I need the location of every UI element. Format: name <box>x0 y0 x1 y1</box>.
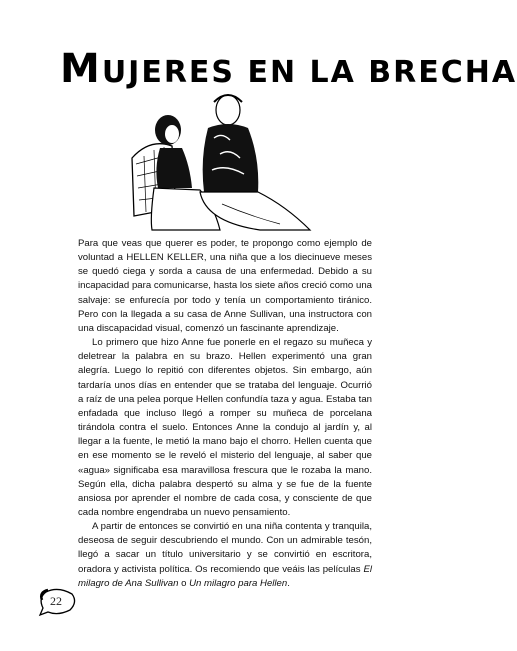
connector-text: o <box>178 577 190 589</box>
title-rest: UJERES EN LA BRECHA <box>101 55 517 90</box>
paragraph: Lo primero que hizo Anne fue ponerle en el regazo su muñeca y deletrear la palabra en su brazo. Hellen experimentó una gran alegría. Luego lo repitió con diferentes objetos. Sin embargo, aún tardaría unos días en entender que se trataba del lenguaje. Ocurrió a raíz de una pelea porque Hellen confundía taza y agua. Estaba tan enfadada que incluso llegó a romper su muñeca de porcelana tirándola contra el suelo. Entonces Anne la condujo al jardín y, al llegar a la fuente, le metió la mano bajo el chorro. Hellen cuenta que en ese momento se le reveló el misterio del lenguaje, al saber que «agua» significaba esa maravillosa frescura que le rozaba la mano. Según ella, dicha palabra despertó su alma y se fue de la fuente ansiosa por aprender el nombre de cada cosa, y consciente de que cada nombre engendraba un nuevo pensamiento. <box>78 337 372 518</box>
title-initial: M <box>60 46 102 92</box>
body-text <box>78 237 372 591</box>
paragraph: Para que veas que querer es poder, te propongo como ejemplo de voluntad a HELLEN KELLER, una niña que a los diecinueve meses se quedó ciega y sorda a causa de una enfermedad. Debido a su incapacidad para comunicarse, hasta los siete años creció como una salvaje: se enfurecía por todo y tenía un comportamiento tiránico. Pero con la llegada a su casa de Anne Sullivan, una instructora con una discapacidad visual, comenzó un fascinante aprendizaje. <box>78 238 372 334</box>
page-number-badge <box>38 588 78 616</box>
period-text: . <box>287 577 290 589</box>
paragraph <box>78 520 372 591</box>
paragraph-text: A partir de entonces se convirtió en una niña contenta y tranquila, deseosa de seguir descubriendo el mundo. Con un admirable tesón, llegó a sacar un título universitario y se convirtió en escritora, oradora y activista política. Os recomiendo que veáis las películas <box>78 521 372 575</box>
illustration-keller-sullivan <box>110 88 330 238</box>
movie-title: El milagro de Ana Sullivan <box>78 563 372 589</box>
page-number: 22 <box>50 594 62 608</box>
page-title <box>60 46 517 92</box>
movie-title: Un milagro para Hellen <box>189 577 288 589</box>
